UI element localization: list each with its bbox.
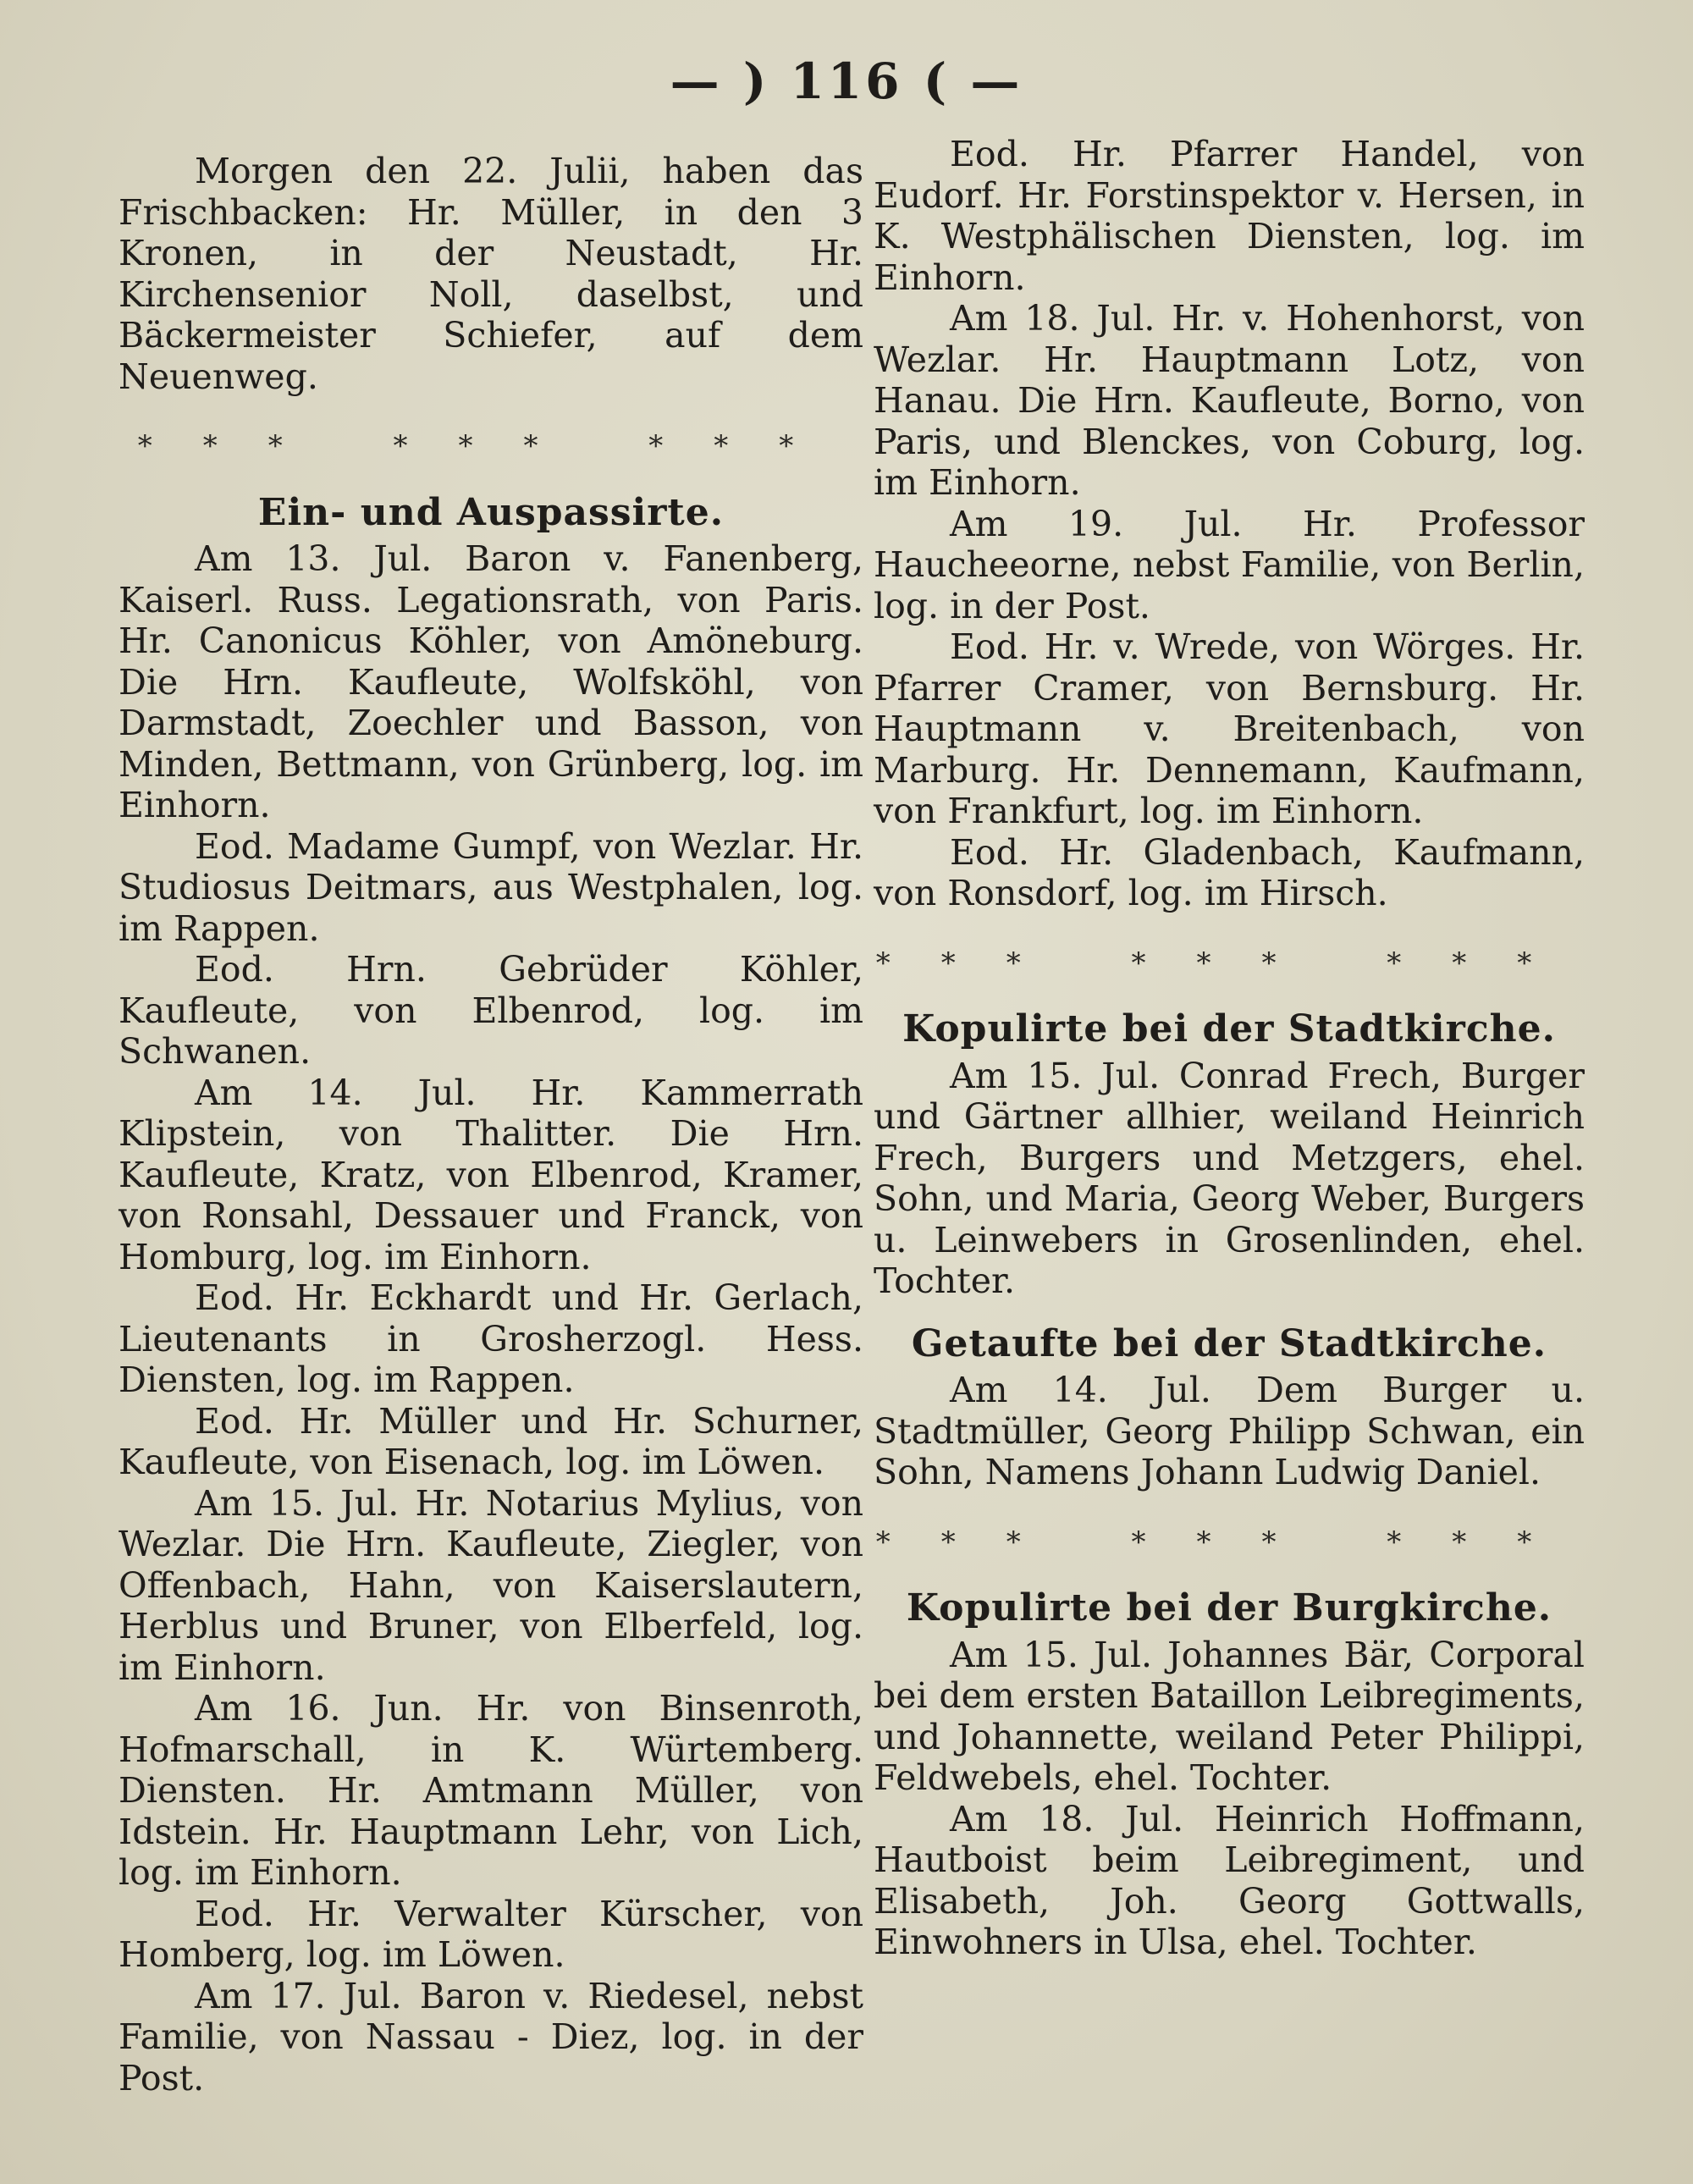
entry-paragraph: Am 18. Jul. Hr. v. Hohenhorst, von Wezlar. Hr. Hauptmann Lotz, von Hanau. Die Hrn. Kaufleute, Borno, von Paris, und Blenckes, von Coburg, log. im Einhorn. [874, 298, 1585, 503]
entry-paragraph: Eod. Hr. Müller und Hr. Schurner, Kaufleute, von Eisenach, log. im Löwen. [119, 1400, 863, 1482]
ornament-stars: *** *** *** [875, 946, 1583, 980]
section-heading-marriages-stadtkirche: Kopulirte bei der Stadtkirche. [902, 1007, 1556, 1051]
ornament-stars: *** *** *** [137, 429, 845, 463]
entry-paragraph: Eod. Hr. Pfarrer Handel, von Eudorf. Hr. Forstinspektor v. Hersen, in K. Westphälischen Diensten, log. im Einhorn. [874, 134, 1585, 298]
intro-paragraph: Morgen den 22. Julii, haben das Frischbacken: Hr. Müller, in den 3 Kronen, in der Neustadt, Hr. Kirchensenior Noll, daselbst, und Bäckermeister Schiefer, auf dem Neuenweg. [119, 151, 863, 397]
entry-paragraph: Eod. Hr. Verwalter Kürscher, von Homberg, log. im Löwen. [119, 1893, 863, 1975]
entry-paragraph: Am 13. Jul. Baron v. Fanenberg, Kaiserl. Russ. Legationsrath, von Paris. Hr. Canonicus Köhler, von Amöneburg. Die Hrn. Kaufleute, Wolfsköhl, von Darmstadt, Zoechler und Basson, von Minden, Bettmann, von Grünberg, log. im Einhorn. [119, 538, 863, 825]
entry-paragraph: Am 16. Jun. Hr. von Binsenroth, Hofmarschall, in K. Würtemberg. Diensten. Hr. Amtmann Müller, von Idstein. Hr. Hauptmann Lehr, von Lich, log. im Einhorn. [119, 1688, 863, 1893]
baptism-paragraph: Am 14. Jul. Dem Burger u. Stadtmüller, Georg Philipp Schwan, ein Sohn, Namens Johann Ludwig Daniel. [874, 1370, 1585, 1492]
section-heading-marriages-burgkirche: Kopulirte bei der Burgkirche. [906, 1586, 1552, 1630]
entry-paragraph: Eod. Hr. Eckhardt und Hr. Gerlach, Lieutenants in Grosherzogl. Hess. Diensten, log. im Rappen. [119, 1277, 863, 1400]
marriage-paragraph: Am 15. Jul. Conrad Frech, Burger und Gärtner allhier, weiland Heinrich Frech, Burgers und Metzgers, ehel. Sohn, und Maria, Georg Weber, Burgers u. Leinwebers in Grosenlinden, ehel. Tochter. [874, 1055, 1585, 1301]
right-column [874, 134, 1585, 1963]
section-heading-passengers: Ein- und Auspassirte. [257, 490, 725, 534]
marriage-paragraph: Am 15. Jul. Johannes Bär, Corporal bei dem ersten Bataillon Leibregiments, und Johannette, weiland Peter Philippi, Feldwebels, ehel. Tochter. [874, 1634, 1585, 1798]
entry-paragraph: Am 19. Jul. Hr. Professor Haucheeorne, nebst Familie, von Berlin, log. in der Post. [874, 503, 1585, 626]
marriage-paragraph: Am 18. Jul. Heinrich Hoffmann, Hautboist beim Leibregiment, und Elisabeth, Joh. Georg Gottwalls, Einwohners in Ulsa, ehel. Tochter. [874, 1798, 1585, 1962]
left-column [119, 151, 863, 2099]
entry-paragraph: Am 14. Jul. Hr. Kammerrath Klipstein, von Thalitter. Die Hrn. Kaufleute, Kratz, von Elbenrod, Kramer, von Ronsahl, Dessauer und Franck, von Homburg, log. im Einhorn. [119, 1072, 863, 1277]
entry-paragraph: Eod. Madame Gumpf, von Wezlar. Hr. Studiosus Deitmars, aus Westphalen, log. im Rappen. [119, 825, 863, 949]
entry-paragraph: Am 17. Jul. Baron v. Riedesel, nebst Familie, von Nassau - Diez, log. in der Post. [119, 1975, 863, 2099]
entry-paragraph: Eod. Hrn. Gebrüder Köhler, Kaufleute, von Elbenrod, log. im Schwanen. [119, 949, 863, 1072]
entry-paragraph: Eod. Hr. v. Wrede, von Wörges. Hr. Pfarrer Cramer, von Bernsburg. Hr. Hauptmann v. Breitenbach, von Marburg. Hr. Dennemann, Kaufmann, von Frankfurt, log. im Einhorn. [874, 626, 1585, 831]
section-heading-baptisms: Getaufte bei der Stadtkirche. [911, 1321, 1547, 1365]
page-number: — ) 116 ( — [670, 52, 1023, 110]
entry-paragraph: Eod. Hr. Gladenbach, Kaufmann, von Ronsdorf, log. im Hirsch. [874, 831, 1585, 913]
entry-paragraph: Am 15. Jul. Hr. Notarius Mylius, von Wezlar. Die Hrn. Kaufleute, Ziegler, von Offenbach, Hahn, von Kaiserslautern, Herblus und Bruner, von Elberfeld, log. im Einhorn. [119, 1482, 863, 1688]
ornament-stars: *** *** *** [875, 1525, 1583, 1559]
